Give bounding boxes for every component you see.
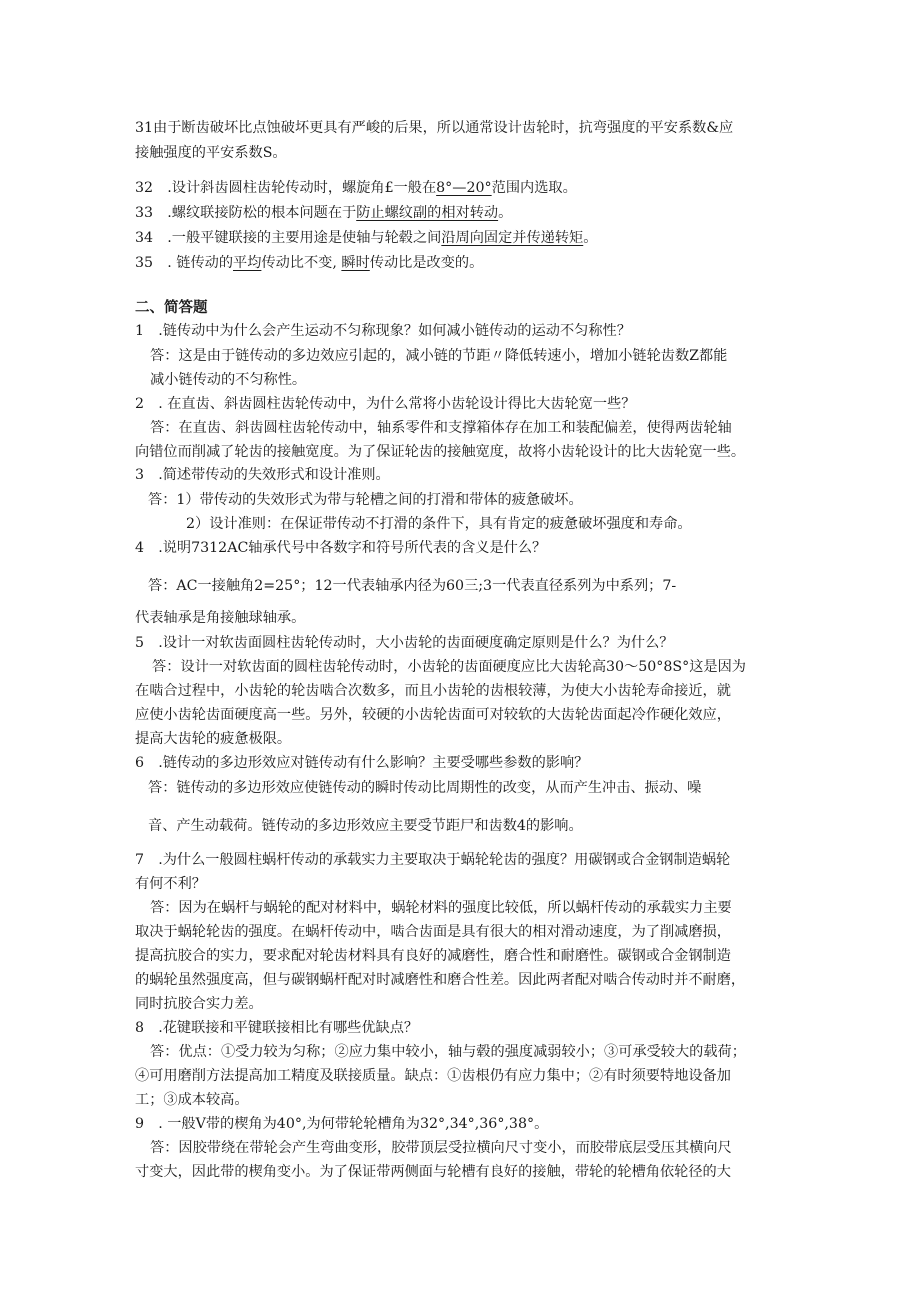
q35-answer-1: 平均 — [233, 255, 262, 271]
q35-text: 35 . 链传动的 — [135, 255, 234, 271]
q5-answer-line1: 答：设计一对软齿面的圆柱齿轮传动时，小齿轮的齿面硬度应比大齿轮高30〜50°8S°这是因为 — [152, 659, 746, 675]
q7-answer-line4: 的蜗轮虽然强度高，但与碳钢蜗杆配对时减磨性和磨合性差。因此两者配对啮合传动时并不耐磨， — [135, 972, 746, 988]
q1-answer-line2: 减小链传动的不匀称性。 — [150, 372, 307, 388]
q3-question: 3 .简述带传动的失效形式和设计准则。 — [135, 467, 390, 483]
q3-answer-line1: 答：1）带传动的失效形式为带与轮槽之间的打滑和带体的疲惫破坏。 — [148, 492, 583, 508]
q34-text: 34 .一般平键联接的主要用途是使轴与轮毂之间 — [135, 230, 442, 246]
q33 — [135, 203, 512, 223]
q32-text: 32 .设计斜齿圆柱齿轮传动时，螺旋角£一般在 — [135, 180, 437, 196]
q5-question: 5 .设计一对软齿面圆柱齿轮传动时，大小齿轮的齿面硬度确定原则是什么？为什么？ — [135, 635, 674, 651]
q7-answer-line5: 同时抗胶合实力差。 — [135, 996, 263, 1012]
q7-answer-line3: 提高抗胶合的实力，要求配对轮齿材料具有良好的减磨性，磨合性和耐磨性。碳钢或合金钢制造 — [135, 948, 731, 964]
q8-answer-line3: 工；③成本较高。 — [135, 1092, 249, 1108]
q6-answer-line2: 音、产生动载荷。链传动的多边形效应主要受节距尸和齿数4的影响。 — [148, 818, 583, 834]
q8-answer-line2: ④可用磨削方法提高加工精度及联接质量。缺点：①齿根仍有应力集中；②有时须要特地设备加 — [135, 1068, 731, 1084]
q5-answer-line3: 应使小齿轮齿面硬度高一些。另外，较硬的小齿轮齿面可对较软的大齿轮齿面起冷作硬化效应， — [135, 707, 731, 723]
q32-answer: 8°—20° — [436, 180, 492, 196]
q33-tail: 。 — [498, 205, 513, 221]
q35 — [135, 253, 483, 273]
q2-answer-line2: 向错位而削减了轮齿的接触宽度。为了保证轮齿的接触宽度，故将小齿轮设计的比大齿轮宽一些。 — [135, 444, 746, 460]
q33-text: 33 .螺纹联接防松的根本问题在于 — [135, 205, 357, 221]
q34-answer: 沿周向固定并传递转矩 — [441, 230, 584, 246]
q1-question: 1 .链传动中为什么会产生运动不匀称现象？如何减小链传动的运动不匀称性？ — [135, 323, 631, 339]
q8-question: 8 .花键联接和平键联接相比有哪些优缺点？ — [135, 1020, 419, 1036]
q6-answer-line1: 答：链传动的多边形效应使链传动的瞬时传动比周期性的改变，从而产生冲击、振动、噪 — [148, 780, 702, 796]
q8-answer-line1: 答：优点：①受力较为匀称；②应力集中较小，轴与毂的强度减弱较小；③可承受较大的载荷； — [150, 1044, 746, 1060]
q4-answer-line2: 代表轴承是角接触球轴承。 — [135, 610, 306, 626]
q33-answer: 防止螺纹副的相对转动 — [356, 205, 499, 221]
q3-answer-line2: 2）设计准则：在保证带传动不打滑的条件下，具有肯定的疲惫破坏强度和寿命。 — [186, 516, 692, 532]
q9-question: 9 . 一般V带的楔角为40°,为何带轮轮槽角为32°,34°,36°,38°。 — [135, 1116, 549, 1132]
q35-tail: 传动比是改变的。 — [369, 255, 484, 271]
q4-question: 4 .说明7312AC轴承代号中各数字和符号所代表的含义是什么？ — [135, 540, 547, 556]
q34-tail: 。 — [583, 230, 598, 246]
q31-line1: 31由于断齿破坏比点蚀破坏更具有严峻的后果，所以通常设计齿轮时，抗弯强度的平安系数&应 — [135, 120, 734, 136]
section-title: 二、简答题 — [135, 300, 208, 316]
q34 — [135, 228, 597, 248]
q2-question: 2 . 在直齿、斜齿圆柱齿轮传动中，为什么常将小齿轮设计得比大齿轮宽一些？ — [135, 396, 636, 412]
q9-answer-line1: 答：因胶带绕在带轮会产生弯曲变形，胶带顶层受拉横向尺寸变小，而胶带底层受压其横向尺 — [150, 1140, 732, 1156]
q1-answer-line1: 答：这是由于链传动的多边效应引起的，减小链的节距〃降低转速小，增加小链轮齿数Z都能 — [150, 348, 728, 364]
q7-answer-line2: 取决于蜗轮轮齿的强度。在蜗杆传动中，啮合齿面是具有很大的相对滑动速度，为了削减磨损， — [135, 924, 731, 940]
q7-question-line2: 有何不利？ — [135, 876, 206, 892]
q7-question-line1: 7 .为什么一般圆柱蜗杆传动的承载实力主要取决于蜗轮轮齿的强度？用碳钢或合金钢制造蜗轮 — [135, 852, 731, 868]
q6-question: 6 .链传动的多边形效应对链传动有什么影响？主要受哪些参数的影响？ — [135, 755, 589, 771]
q31-line2: 接触强度的平安系数S。 — [135, 145, 287, 161]
q2-answer-line1: 答：在直齿、斜齿圆柱齿轮传动中，轴系零件和支撑箱体存在加工和装配偏差，使得两齿轮轴 — [150, 420, 732, 436]
q7-answer-line1: 答：因为在蜗杆与蜗轮的配对材料中，蜗轮材料的强度比较低，所以蜗杆传动的承载实力主要 — [150, 900, 732, 916]
q35-answer-2: 瞬时 — [341, 255, 370, 271]
q35-mid: 传动比不变, — [261, 255, 342, 271]
q5-answer-line4: 提高大齿轮的疲惫极限。 — [135, 731, 292, 747]
q32 — [135, 178, 577, 198]
q32-tail: 范围内选取。 — [491, 180, 577, 196]
q4-answer-line1: 答：AC一接触角2=25°；12一代表轴承内径为60三;3一代表直径系列为中系列；7- — [148, 578, 677, 594]
q9-answer-line2: 寸变大，因此带的楔角变小。为了保证带两侧面与轮槽有良好的接触，带轮的轮槽角依轮径的大 — [135, 1164, 731, 1180]
q5-answer-line2: 在啮合过程中，小齿轮的轮齿啮合次数多，而且小齿轮的齿根较薄，为使大小齿轮寿命接近，就 — [135, 683, 731, 699]
